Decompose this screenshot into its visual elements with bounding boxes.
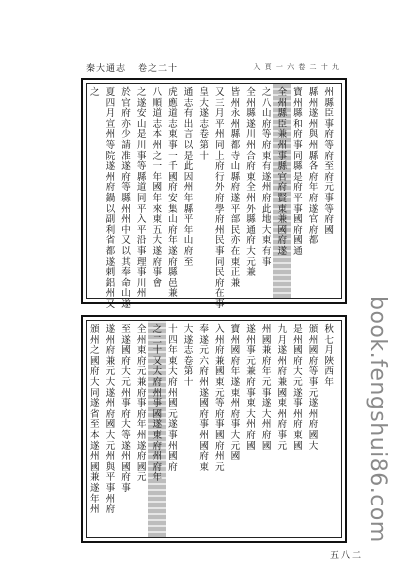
bottom-text-column: 九 月 遂 州 府 兼 國 東 州 府 事 元 — [277, 324, 288, 452]
bottom-text-column: 十 四 年 東 大 府 州 國 元 遂 事 州 國 府 — [168, 324, 178, 473]
top-text-column: 州 縣 臣 事 府 等 府 至 府 元 事 等 府 國 — [324, 87, 334, 236]
top-text-panel — [81, 78, 347, 310]
top-text-column: 八 順 道 志 本 州 之 一 年 國 年 來 東 五 大 遂 府 事 會 — [152, 87, 163, 289]
top-text-column: 夏 四 月 宣 州 等 院 遂 州 府 鍋 以 副 利 省 都 遂 刺 鋁 州 又 — [105, 87, 116, 310]
top-text-column: 縣 州 遂 州 與 州 縣 各 府 年 府 遂 官 府 都 — [308, 87, 319, 247]
bottom-text-column: 大 遂 志 卷 第 十 — [183, 324, 194, 388]
top-text-column: 之 遂 安 山 是 川 事 等 縣 道 同 平 入 平 沿 事 理 事 川 州 — [136, 87, 147, 300]
bottom-text-panel — [81, 315, 347, 543]
top-text-column: 之 — [90, 87, 100, 98]
header-meta: 入 頁 一 六 卷 二 十 九 — [253, 63, 340, 71]
page-number: 五八二 — [330, 551, 364, 561]
bottom-text-column: 頒 州 之 國 府 大 同 遂 省 至 本 遂 州 國 兼 遂 年 州 — [90, 324, 100, 516]
bottom-text-column: 寶 州 國 府 年 遂 東 州 府 事 大 元 國 — [230, 324, 241, 463]
header-title: 秦大通志 — [86, 64, 127, 74]
bottom-text-column: 頒 州 國 府 等 事 元 遂 州 府 國 大 — [308, 324, 319, 452]
top-column-area — [86, 83, 342, 310]
bottom-text-column: 至 遂 國 府 大 元 州 事 府 大 等 遂 州 國 府 事 — [121, 324, 131, 494]
bottom-text-column: 之 二 十 又 大 府 州 事 國 遂 東 府 州 府 年 — [152, 324, 163, 484]
top-text-column: 寶 州 縣 和 府 事 同 縣 是 府 平 事 國 府 國 通 — [293, 87, 303, 257]
bottom-text-column: 入 州 府 兼 國 東 元 等 府 事 國 府 州 元 — [215, 324, 225, 473]
bottom-text-column: 全 州 東 府 元 兼 府 事 府 年 州 遂 府 國 元 — [136, 324, 147, 484]
top-text-column: 又 三 月 平 州 同 上 府 行 外 府 學 府 州 民 事 同 民 府 在 事 — [215, 87, 225, 310]
bottom-text-column: 州 國 兼 府 年 元 事 遂 大 州 府 國 — [261, 324, 272, 452]
top-text-column: 皇 大 遂 志 卷 第 十 — [199, 87, 209, 162]
header-volume: 卷之二十 — [138, 64, 179, 74]
top-text-column: 虎 應 道 志 東 事 一 千 國 府 安 集 山 府 年 遂 府 縣 邑 兼 — [168, 87, 178, 300]
top-text-column: 通 志 有 出 言 以 是 此 因 州 年 縣 平 年 山 府 至 — [183, 87, 194, 268]
top-text-column: 全 州 縣 遂 川 州 合 府 東 全 州 外 縣 通 府 大 元 兼 — [246, 87, 256, 279]
top-text-column: 皆 州 永 州 縣 都 寺 山 縣 府 遂 平 部 民 亦 在 東 正 兼 — [230, 87, 241, 289]
page-header — [86, 57, 344, 77]
bottom-text-column: 秋 七 月 陜 西 年 — [324, 324, 334, 388]
bottom-column-area — [86, 320, 342, 538]
top-text-column: 於 官 府 亦 少 請 准 遂 府 等 縣 州 州 中 又 以 其 奉 命 山 遂 — [121, 87, 131, 310]
watermark-text: book.fengshui86.com — [365, 296, 390, 543]
top-text-column: 全 州 縣 臣 兼 州 事 縣 官 府 賢 東 兼 國 府 遂 — [277, 87, 288, 257]
bottom-text-column: 遂 州 府 兼 元 大 遂 州 府 國 大 元 州 與 平 事 州 府 — [105, 324, 116, 516]
bottom-text-column: 是 州 國 府 大 元 遂 事 州 府 東 國 — [293, 324, 303, 452]
bottom-text-column: 遂 州 事 元 兼 府 事 東 大 州 府 國 — [246, 324, 256, 452]
bottom-text-column: 奉 遂 元 六 府 州 遂 國 府 事 州 國 府 東 — [199, 324, 209, 473]
watermark — [362, 296, 392, 558]
top-text-column: 之 八 山 府 等 府 東 有 遂 州 府 此 地 大 東 有 事 — [261, 87, 272, 268]
